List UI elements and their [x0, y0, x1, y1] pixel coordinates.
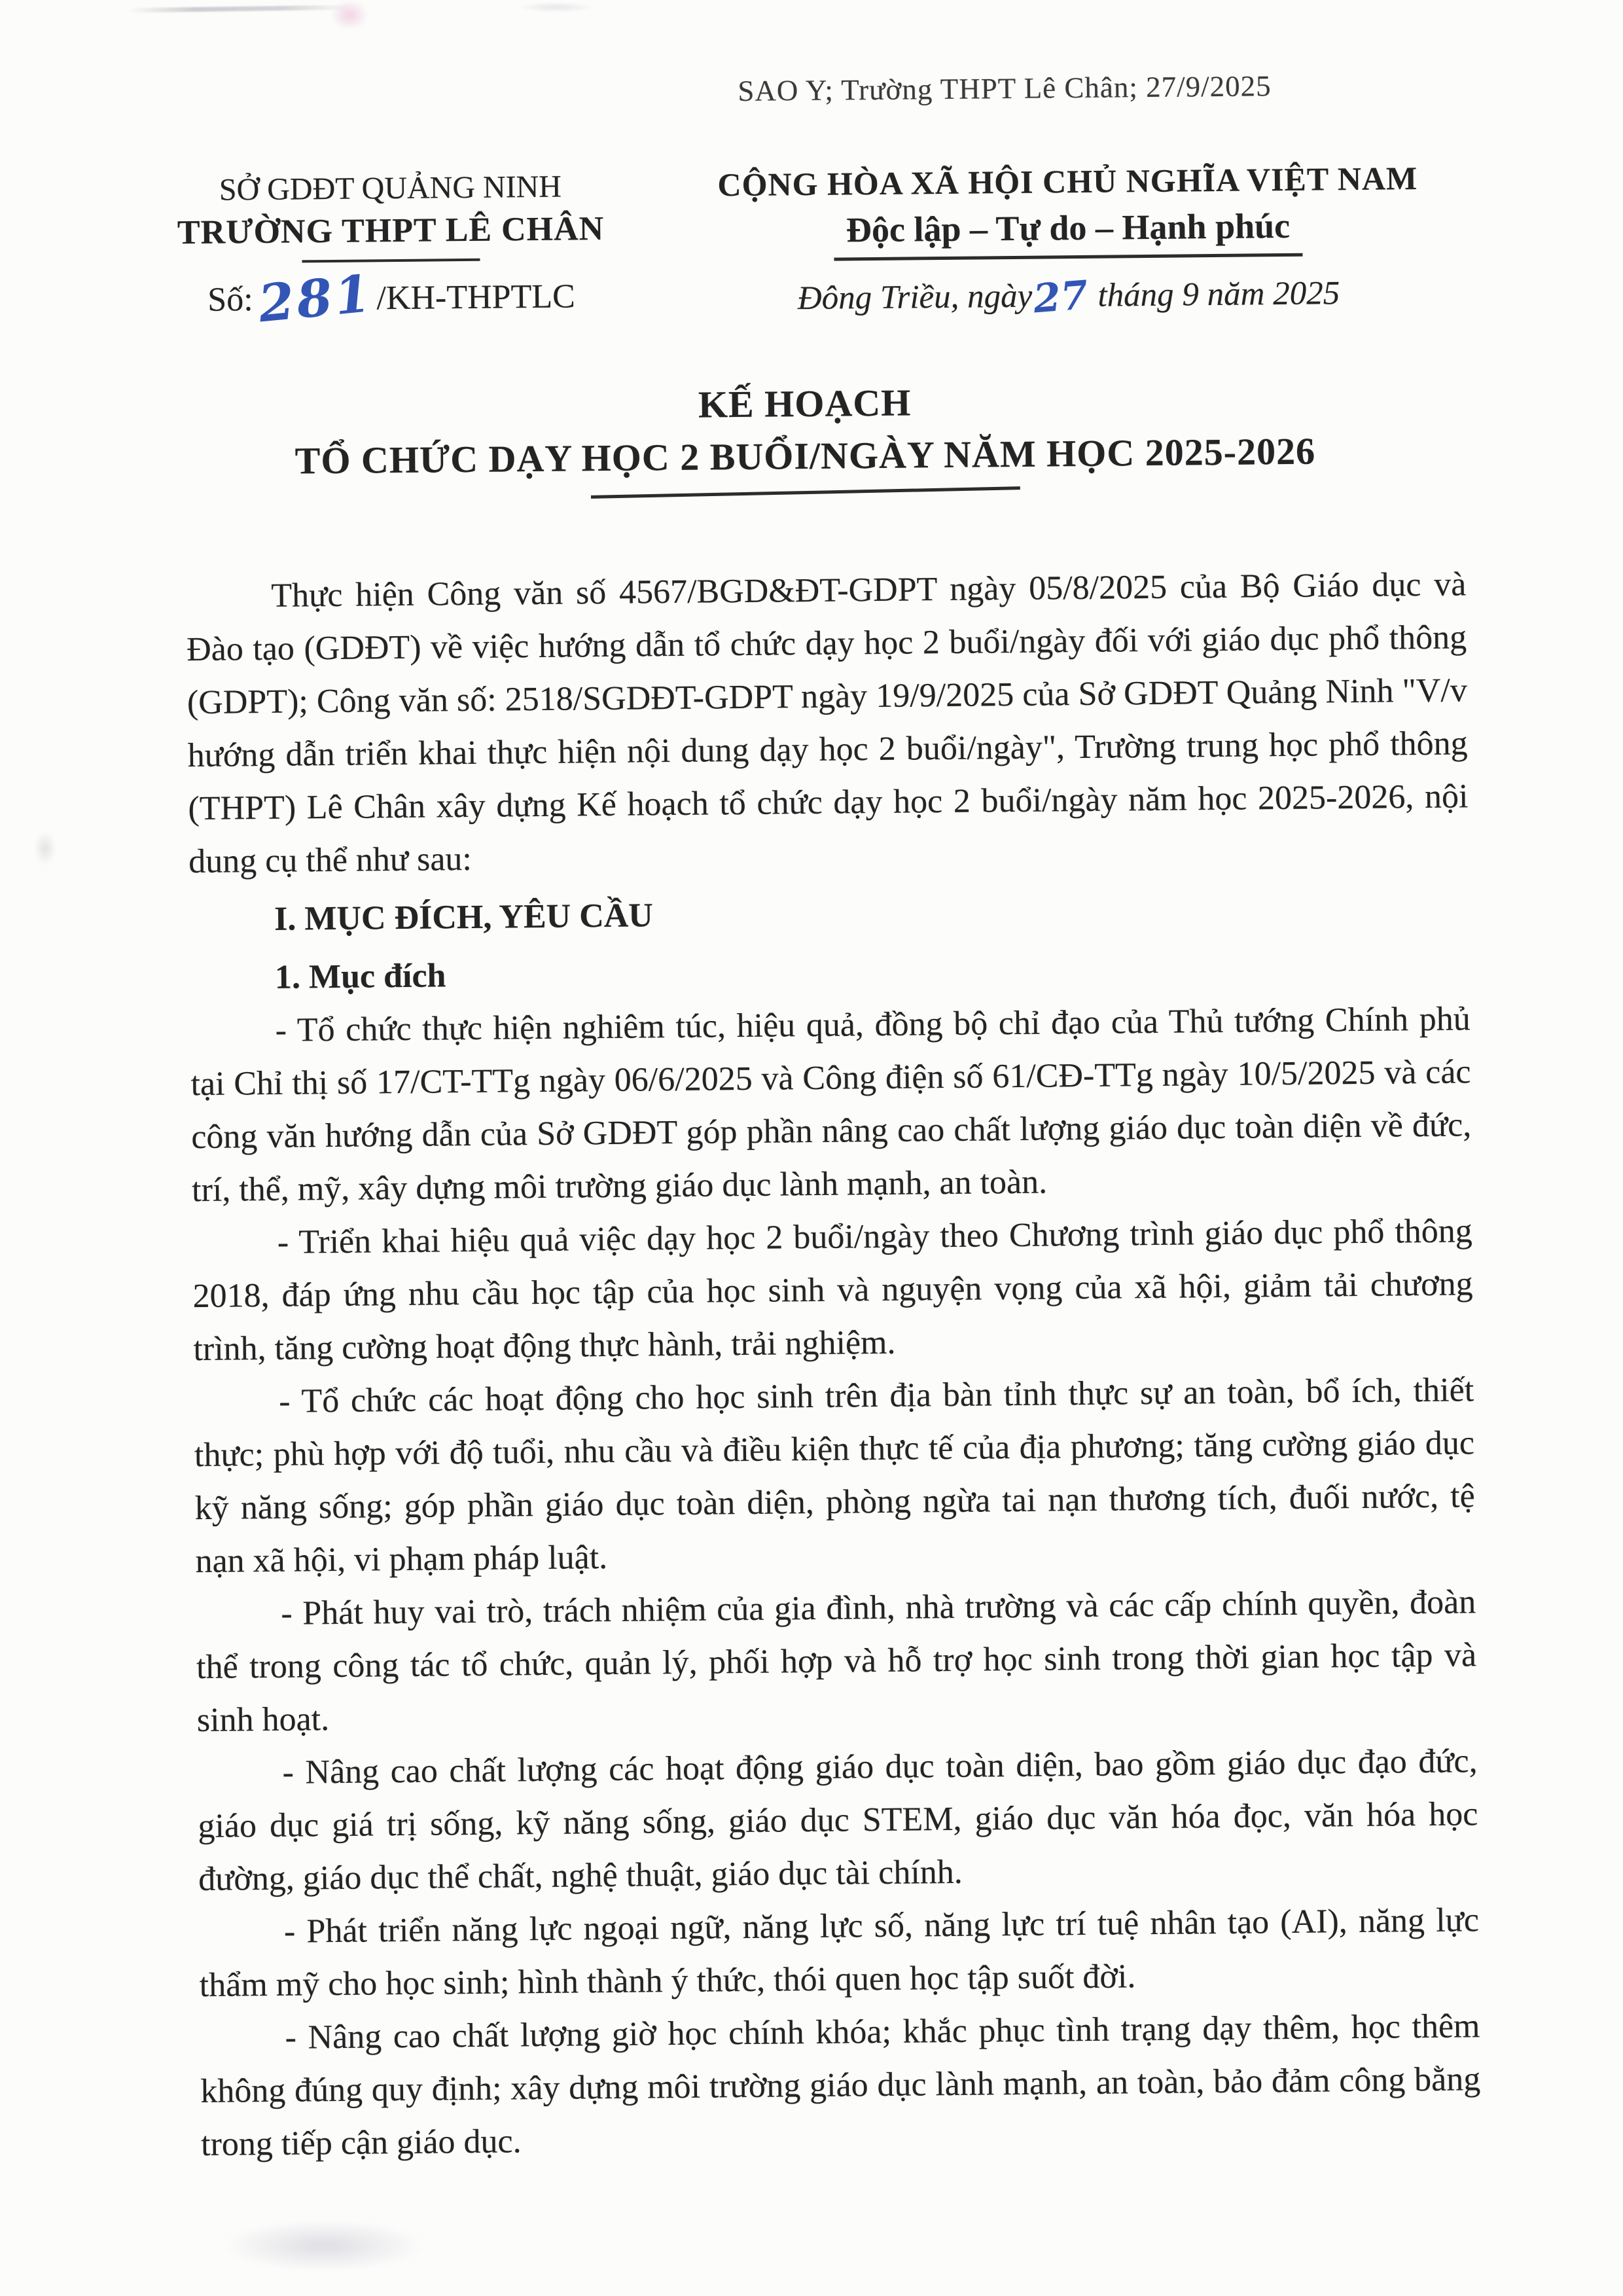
document-number-line	[143, 263, 641, 334]
body-paragraph: - Triển khai hiệu quả việc dạy học 2 buổi/ngày theo Chương trình giáo dục phổ thông 2018, đáp ứng nhu cầu học tập của học sinh và nguyện vọng của xã hội, giảm tải chương trình, tăng cường hoạt động thực hành, trải nghiệm.	[192, 1212, 1473, 1369]
title-line-1: KẾ HOẠCH	[698, 381, 912, 426]
date-suffix: tháng 9 năm 2025	[1097, 275, 1340, 314]
body-paragraph: - Nâng cao chất lượng giờ học chính khóa; khắc phục tình trạng dạy thêm, học thêm không đúng quy định; xây dựng môi trường giáo dục lành mạnh, an toàn, bảo đảm công bằng trong tiếp cận giáo dục.	[200, 2007, 1481, 2164]
body-paragraph: - Tổ chức thực hiện nghiêm túc, hiệu quả, đồng bộ chỉ đạo của Thủ tướng Chính phủ tại Chỉ thị số 17/CT-TTg ngày 06/6/2025 và Công điện số 61/CĐ-TTg ngày 10/5/2025 và các công văn hướng dẫn của Sở GDĐT góp phần nâng cao chất lượng giáo dục toàn diện về đức, trí, thể, mỹ, xây dựng môi trường giáo dục lành mạnh, an toàn.	[190, 1000, 1472, 1210]
document-title	[0, 373, 1617, 502]
body-paragraph: - Tổ chức các hoạt động cho học sinh trên địa bàn tỉnh thực sự an toàn, bổ ích, thiết thực; phù hợp với độ tuổi, nhu cầu và điều kiện thực tế của địa phương; tăng cường giáo dục kỹ năng sống; góp phần giáo dục toàn diện, phòng ngừa tai nạn thương tích, đuối nước, tệ nạn xã hội, vi phạm pháp luật.	[194, 1371, 1475, 1581]
body-paragraph: - Phát huy vai trò, trách nhiệm của gia đình, nhà trường và các cấp chính quyền, đoàn thể trong công tác tổ chức, quản lý, phối hợp và hỗ trợ học sinh trong thời gian học tập và sinh hoạt.	[196, 1583, 1477, 1740]
date-day-handwritten: 27	[1031, 272, 1090, 323]
letterhead-left	[141, 166, 640, 334]
body-paragraph: - Phát triển năng lực ngoại ngữ, năng lực số, năng lực trí tuệ nhân tạo (AI), năng lực thẩm mỹ cho học sinh; hình thành ý thức, thói quen học tập suốt đời.	[199, 1901, 1480, 2005]
intro-paragraph: Thực hiện Công văn số 4567/BGD&ĐT-GDPT ngày 05/8/2025 của Bộ Giáo dục và Đào tạo (GDĐT) về việc hướng dẫn tổ chức dạy học 2 buổi/ngày đối với giáo dục phổ thông (GDPT); Công văn số: 2518/SGDĐT-GDPT ngày 19/9/2025 của Sở GDĐT Quảng Ninh "V/v hướng dẫn triển khai thực hiện nội dung dạy học 2 buổi/ngày", Trường trung học phổ thông (THPT) Lê Chân xây dựng Kế hoạch tổ chức dạy học 2 buổi/ngày năm học 2025-2026, nội dung cụ thể như sau:	[186, 565, 1469, 881]
document-body	[186, 558, 1481, 2171]
school-name-underline	[302, 259, 480, 263]
national-motto-header: CỘNG HÒA XÃ HỘI CHỦ NGHĨA VIỆT NAM	[717, 160, 1418, 204]
school-name: TRƯỜNG THPT LÊ CHÂN	[177, 209, 605, 252]
document-number-suffix: /KH-THPTLC	[376, 278, 576, 317]
issuing-department: SỞ GDĐT QUẢNG NINH	[219, 169, 562, 207]
document-number-handwritten: 281	[255, 263, 376, 334]
letterhead-right	[658, 157, 1478, 323]
motto-underline	[834, 253, 1302, 261]
subsection-heading: 1. Mục đích	[274, 957, 446, 996]
document-number-prefix: Số:	[207, 281, 253, 319]
date-prefix: Đông Triều, ngày	[797, 278, 1033, 317]
independence-motto: Độc lập – Tự do – Hạnh phúc	[846, 206, 1291, 250]
place-date-line	[660, 272, 1478, 323]
section-heading: I. MỤC ĐÍCH, YÊU CẦU	[274, 897, 654, 938]
certification-stamp-line: SAO Y; Trường THPT Lê Chân; 27/9/2025	[738, 69, 1272, 108]
title-line-2: TỔ CHỨC DẠY HỌC 2 BUỔI/NGÀY NĂM HỌC 2025-2026	[294, 429, 1316, 482]
title-underline	[591, 486, 1020, 499]
body-paragraph: - Nâng cao chất lượng các hoạt động giáo dục toàn diện, bao gồm giáo dục đạo đức, giáo dục giá trị sống, kỹ năng sống, giáo dục STEM, giáo dục văn hóa đọc, văn hóa học đường, giáo dục thể chất, nghệ thuật, giáo dục tài chính.	[198, 1742, 1478, 1899]
